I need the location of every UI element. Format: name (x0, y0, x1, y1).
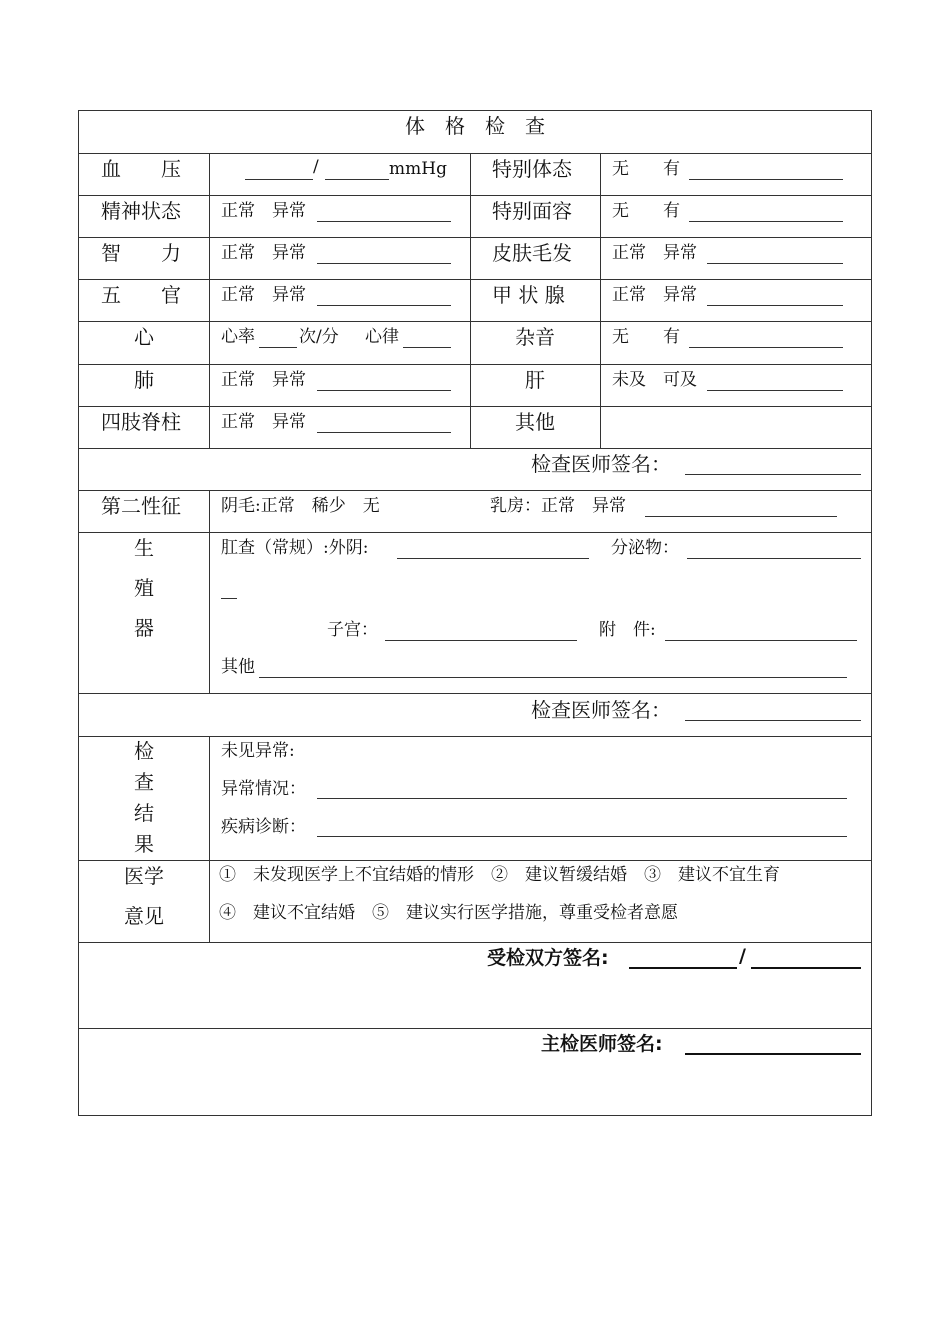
pubic-hair-options: 阴毛:正常 稀少 无 (221, 496, 380, 516)
adnexa-field[interactable] (665, 640, 857, 641)
result-label-char: 检 (134, 739, 154, 763)
vulva-field[interactable] (397, 558, 589, 559)
murmur-label: 杂音 (515, 325, 555, 349)
row-divider (79, 693, 871, 694)
col-divider (600, 153, 601, 448)
row-divider (79, 321, 871, 322)
row-divider (79, 490, 871, 491)
mental-options: 正常 异常 (221, 201, 306, 221)
special-body-label: 特别体态 (492, 157, 572, 181)
special-body-options: 无 有 (612, 159, 680, 179)
genital-other-field[interactable] (259, 677, 847, 678)
form-title: 体 格 检 查 (405, 114, 545, 138)
doctor-sign-field[interactable] (685, 720, 861, 721)
physical-exam-form (78, 110, 872, 1116)
skin-hair-label: 皮肤毛发 (492, 241, 572, 265)
lung-label: 肺 (134, 368, 154, 392)
heart-rhythm-label: 心律 (365, 327, 399, 347)
heart-rhythm-field[interactable] (403, 347, 451, 348)
thyroid-options: 正常 异常 (612, 285, 697, 305)
doctor-sign-label: 检查医师签名： (531, 698, 671, 722)
lung-field[interactable] (317, 390, 451, 391)
couple-sign-field-1[interactable] (629, 967, 737, 969)
limbs-field[interactable] (317, 432, 451, 433)
doctor-sign-field[interactable] (685, 474, 861, 475)
heart-rate-label: 心率 (221, 327, 255, 347)
chief-sign-label: 主检医师签名: (541, 1033, 663, 1055)
uterus-label: 子宫： (327, 620, 378, 640)
murmur-options: 无 有 (612, 327, 680, 347)
liver-label: 肝 (525, 368, 545, 392)
intellect-field[interactable] (317, 263, 451, 264)
bp-unit: mmHg (389, 159, 447, 179)
adnexa-label: 附 件: (599, 620, 656, 640)
genital-label-char: 殖 (134, 576, 154, 600)
opinion-label: 意见 (124, 904, 164, 928)
breast-options: 乳房：正常 异常 (490, 496, 626, 516)
genital-label-char: 生 (134, 536, 154, 560)
couple-sign-label: 受检双方签名: (487, 947, 609, 969)
limbs-options: 正常 异常 (221, 412, 306, 432)
skin-hair-options: 正常 异常 (612, 243, 697, 263)
vulva-label: 肛查（常规）:外阴: (221, 538, 369, 558)
intellect-label: 智 力 (101, 241, 181, 265)
opinion-options-line1: ① 未发现医学上不宜结婚的情形 ② 建议暂缓结婚 ③ 建议不宜生育 (219, 865, 780, 885)
secondary-sex-label: 第二性征 (101, 494, 181, 518)
row-divider (79, 364, 871, 365)
special-face-options: 无 有 (612, 201, 680, 221)
uterus-field[interactable] (385, 640, 577, 641)
row-divider (79, 532, 871, 533)
col-divider (209, 490, 210, 693)
bp-slash: / (313, 157, 319, 177)
secretion-field-continued[interactable] (221, 598, 237, 599)
secretion-label: 分泌物： (611, 538, 679, 558)
couple-sign-slash: / (739, 945, 746, 967)
result-label-char: 结 (134, 801, 154, 825)
col-divider (209, 736, 210, 942)
row-divider (79, 860, 871, 861)
features-options: 正常 异常 (221, 285, 306, 305)
skin-hair-field[interactable] (707, 263, 843, 264)
chief-sign-field[interactable] (685, 1053, 861, 1055)
doctor-sign-label: 检查医师签名： (531, 452, 671, 476)
intellect-options: 正常 异常 (221, 243, 306, 263)
bp-systolic-field[interactable] (245, 179, 313, 180)
diagnosis-field[interactable] (317, 836, 847, 837)
murmur-field[interactable] (689, 347, 843, 348)
features-field[interactable] (317, 305, 451, 306)
heart-rate-field[interactable] (259, 347, 297, 348)
special-face-label: 特别面容 (492, 199, 572, 223)
mental-field[interactable] (317, 221, 451, 222)
row-divider (79, 1028, 871, 1029)
thyroid-label: 甲 状 腺 (492, 283, 565, 307)
heart-rate-unit: 次/分 (299, 327, 339, 347)
special-body-field[interactable] (689, 179, 843, 180)
secretion-field[interactable] (687, 558, 861, 559)
result-label-char: 果 (134, 832, 154, 856)
mental-label: 精神状态 (101, 199, 181, 223)
row-divider (79, 942, 871, 943)
bp-diastolic-field[interactable] (325, 179, 389, 180)
bp-label: 血 压 (101, 157, 181, 181)
thyroid-field[interactable] (707, 305, 843, 306)
row-divider (79, 736, 871, 737)
row-divider (79, 195, 871, 196)
opinion-label: 医学 (124, 864, 164, 888)
row-divider (79, 279, 871, 280)
special-face-field[interactable] (689, 221, 843, 222)
liver-field[interactable] (707, 390, 843, 391)
abnormal-field[interactable] (317, 798, 847, 799)
couple-sign-field-2[interactable] (751, 967, 861, 969)
abnormal-label: 异常情况： (221, 779, 306, 799)
heart-label: 心 (134, 325, 154, 349)
result-label-char: 查 (134, 770, 154, 794)
row-divider (79, 448, 871, 449)
lung-options: 正常 异常 (221, 370, 306, 390)
opinion-options-line2: ④ 建议不宜结婚 ⑤ 建议实行医学措施，尊重受检者意愿 (219, 903, 678, 923)
genital-other-label: 其他 (221, 657, 255, 677)
liver-options: 未及 可及 (612, 370, 697, 390)
genital-label-char: 器 (134, 616, 154, 640)
col-divider (209, 153, 210, 448)
row-divider (79, 237, 871, 238)
limbs-label: 四肢脊柱 (101, 410, 181, 434)
breast-field[interactable] (645, 516, 837, 517)
row-divider (79, 153, 871, 154)
row-divider (79, 406, 871, 407)
col-divider (470, 153, 471, 448)
other-label: 其他 (515, 410, 555, 434)
features-label: 五 官 (101, 283, 181, 307)
no-abnormal-label: 未见异常: (221, 741, 295, 761)
diagnosis-label: 疾病诊断： (221, 817, 306, 837)
